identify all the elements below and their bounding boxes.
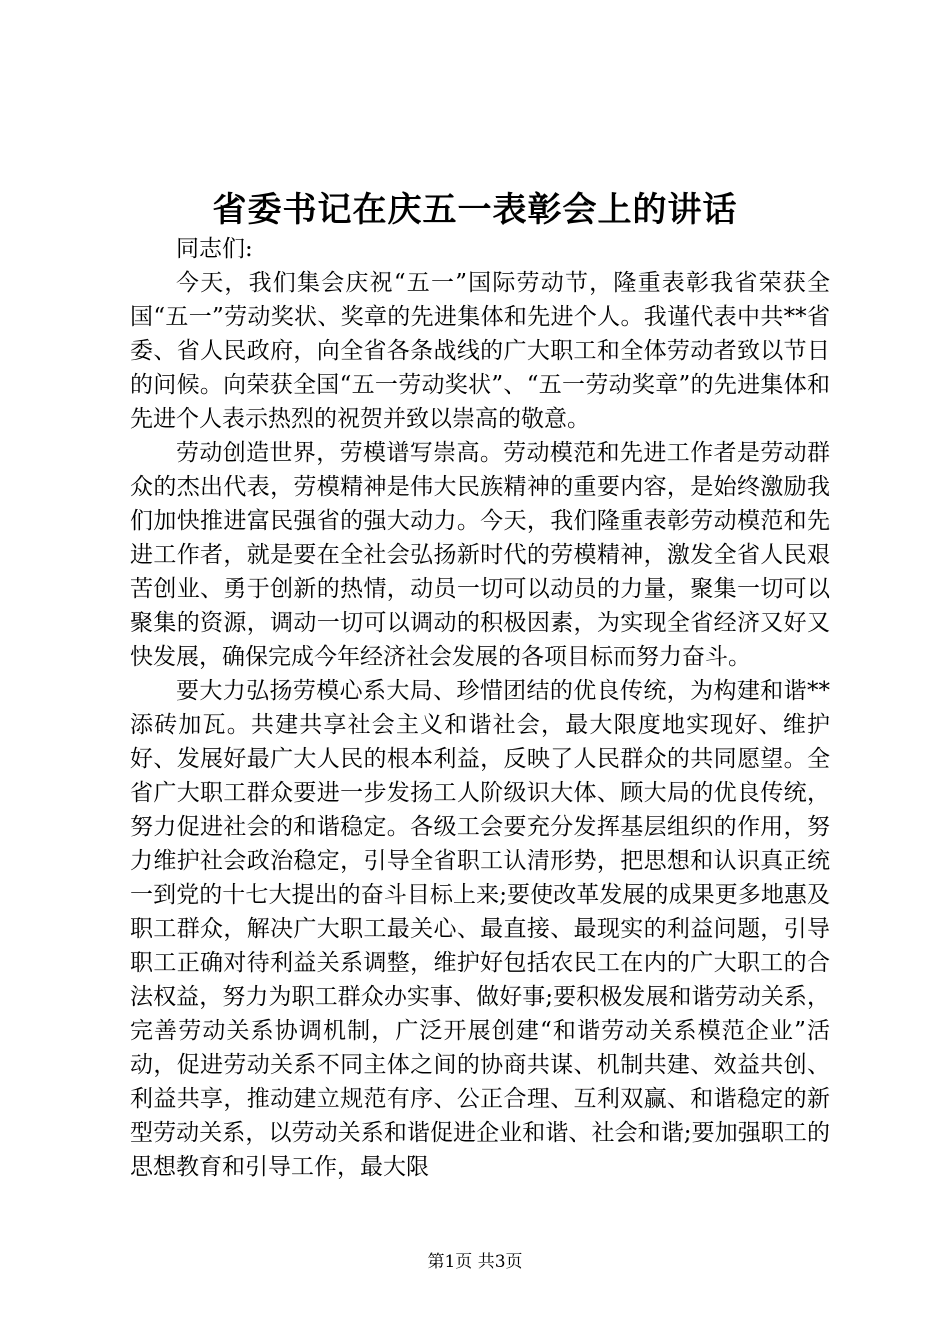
paragraph-1: 今天，我们集会庆祝“五一”国际劳动节，隆重表彰我省荣获全国“五一”劳动奖状、奖章的先进集体和先进个人。我谨代表中共**省委、省人民政府，向全省各条战线的广大职工和全体劳动者致以节日的问候。向荣获全国“五一劳动奖状”、“五一劳动奖章”的先进集体和先进个人表示热烈的祝贺并致以崇高的敬意。 [130, 270, 830, 432]
paragraph-3: 要大力弘扬劳模心系大局、珍惜团结的优良传统，为构建和谐**添砖加瓦。共建共享社会主义和谐社会，最大限度地实现好、维护好、发展好最广大人民的根本利益，反映了人民群众的共同愿望。全省广大职工群众要进一步发扬工人阶级识大体、顾大局的优良传统，努力促进社会的和谐稳定。各级工会要充分发挥基层组织的作用，努力维护社会政治稳定，引导全省职工认清形势，把思想和认识真正统一到党的十七大提出的奋斗目标上来;要使改革发展的成果更多地惠及职工群众，解决广大职工最关心、最直接、最现实的利益问题，引导职工正确对待利益关系调整，维护好包括农民工在内的广大职工的合法权益，努力为职工群众办实事、做好事;要积极发展和谐劳动关系，完善劳动关系协调机制，广泛开展创建“和谐劳动关系模范企业”活动，促进劳动关系不同主体之间的协商共谋、机制共建、效益共创、利益共享，推动建立规范有序、公正合理、互利双赢、和谐稳定的新型劳动关系，以劳动关系和谐促进企业和谐、社会和谐;要加强职工的思想教育和引导工作，最大限 [130, 678, 830, 1180]
paragraph-2: 劳动创造世界，劳模谱写崇高。劳动模范和先进工作者是劳动群众的杰出代表，劳模精神是伟大民族精神的重要内容，是始终激励我们加快推进富民强省的强大动力。今天，我们隆重表彰劳动模范和先进工作者，就是要在全社会弘扬新时代的劳模精神，激发全省人民艰苦创业、勇于创新的热情，动员一切可以动员的力量，聚集一切可以聚集的资源，调动一切可以调动的积极因素，为实现全省经济又好又快发展，确保完成今年经济社会发展的各项目标而努力奋斗。 [130, 440, 830, 670]
page-number-footer: 第1页 共3页 [427, 1252, 523, 1272]
document-body [130, 232, 830, 1184]
salutation: 同志们: [176, 236, 253, 262]
document-title: 省委书记在庆五一表彰会上的讲话 [212, 190, 738, 230]
